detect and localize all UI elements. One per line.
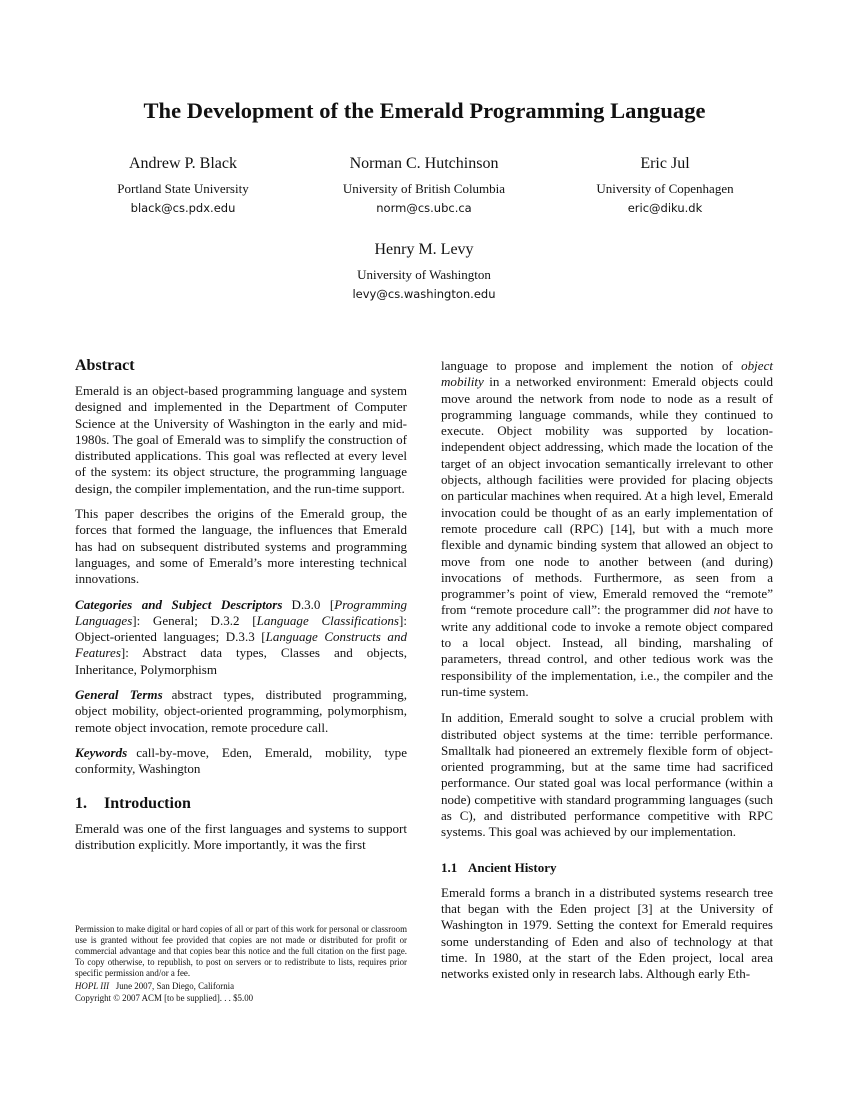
body-paragraph: Emerald forms a branch in a distributed systems research tree that began with the Eden project [3] at the University of Washington in 1979. Setting the context for Emerald requires some understanding of Eden and also of technology at that time. In 1980, at the start of the Eden project, local area networks existed only in research labs. Although early Eth- xyxy=(441,884,773,982)
author-affiliation: Portland State University xyxy=(117,181,249,196)
author-block xyxy=(53,154,313,216)
subsection-heading xyxy=(441,860,773,876)
author-block xyxy=(294,154,554,216)
intro-heading xyxy=(75,794,407,814)
category-text: ]: Abstract data types, Classes and objects, Inheritance, Polymorphism xyxy=(75,645,407,677)
author-email: eric@diku.dk xyxy=(627,201,703,215)
general-terms-paragraph xyxy=(75,687,407,736)
emphasis-text: not xyxy=(713,602,731,618)
abstract-paragraph: This paper describes the origins of the Emerald group, the forces that formed the language, the influences that Emerald has had on subsequent distributed systems and programming languages, and some of Emerald’s more interesting technical innovations. xyxy=(75,506,407,587)
conference-name: HOPL III xyxy=(75,981,110,992)
body-paragraph xyxy=(441,358,773,700)
category-name: Language Constructs and Features xyxy=(75,629,407,661)
copyright-line: Copyright © 2007 ACM [to be supplied]. . . $5.00 xyxy=(75,992,254,1003)
author-name: Andrew P. Black xyxy=(129,155,237,172)
category-text: D.3.0 [ xyxy=(291,596,335,612)
permission-notice: Permission to make digital or hard copies of all or part of this work for personal or classroom use is granted without fee provided that copies are not made or distributed for profit or commercial advantage and that copies bear this notice and the full citation on the first page. To copy otherwise, to republish, to post on servers or to redistribute to lists, requires prior specific permission and/or a fee. xyxy=(75,924,407,979)
author-block xyxy=(294,240,554,302)
subsection-number: 1.1 xyxy=(441,859,458,875)
categories-label: Categories and Subject Descriptors xyxy=(75,596,283,612)
subsection-title: Ancient History xyxy=(468,859,557,875)
body-text: language to propose and implement the notion of xyxy=(441,358,742,373)
intro-paragraph: Emerald was one of the first languages and systems to support distribution explicitly. More importantly, it was the first xyxy=(75,820,407,852)
abstract-paragraph: Emerald is an object-based programming language and system designed and implemented in the Department of Computer Science at the University of Washington in the early and mid-1980s. The goal of Emerald was to simplify the construction of distributed applications. This goal was reflected at every level of the system: its object structure, the programming language design, the compiler implementation, and the run-time support. xyxy=(75,383,407,496)
right-column xyxy=(441,358,773,991)
author-email: levy@cs.washington.edu xyxy=(352,287,496,301)
categories-paragraph xyxy=(75,597,407,678)
category-text: ]: Object-oriented languages; D.3.3 [ xyxy=(75,612,407,645)
category-text: ]: General; D.3.2 [ xyxy=(132,612,257,628)
category-name: Programming Languages xyxy=(75,596,407,628)
section-title: Introduction xyxy=(104,794,191,812)
author-email: norm@cs.ubc.ca xyxy=(376,201,472,215)
general-terms-text: abstract types, distributed programming, object mobility, object-oriented programming, polymorphism, remote object invocation, remote procedure call. xyxy=(75,687,407,735)
copyright-footnote xyxy=(75,924,407,1004)
conference-details: June 2007, San Diego, California xyxy=(115,981,235,992)
author-affiliation: University of British Columbia xyxy=(342,181,506,196)
section-number: 1. xyxy=(75,794,87,812)
body-text: have to write any additional code to invoke a remote object compared to a local object. Instead, all binding, marshaling of parameters, thread control, and other tedious work was the responsibility of the implementation, i.e., the compiler and the run-time system. xyxy=(441,602,773,699)
author-affiliation: University of Washington xyxy=(357,267,491,282)
author-email: black@cs.pdx.edu xyxy=(130,201,236,215)
author-name: Henry M. Levy xyxy=(374,241,474,258)
abstract-heading: Abstract xyxy=(75,357,135,374)
keywords-label: Keywords xyxy=(75,744,128,760)
left-column xyxy=(75,356,407,862)
keywords-text: call-by-move, Eden, Emerald, mobility, type conformity, Washington xyxy=(75,744,407,777)
body-text: in a networked environment: Emerald objects could move around the network from node to node as a result of programming language commands, while they continued to execute. Object mobility was supported by location-independent object addressing, which made the location of the target of an object invocation semantically irrelevant to other objects, although facilities were provided for placing objects on particular machines when required. At a high level, Emerald invocation could be thought of as an early implementation of remote procedure call (RPC) [14], but with a much more flexible and dynamic binding system that allowed an object to move from one node to another between (and during) invocations of methods. Furthermore, as seen from a programmer’s point of view, Emerald removed the “remote” from “remote procedure call”: the programmer did xyxy=(441,374,773,618)
general-terms-label: General Terms xyxy=(75,687,163,703)
keywords-paragraph xyxy=(75,745,407,778)
emphasis-text: object mobility xyxy=(441,358,773,390)
conference-line xyxy=(75,981,407,992)
paper-title: The Development of the Emerald Programming Language xyxy=(143,98,706,123)
body-paragraph: In addition, Emerald sought to solve a crucial problem with distributed object systems at the time: terrible performance. Smalltalk had pioneered an extremely flexible form of object-oriented programming, but at the same time had sacrificed performance. Our stated goal was local performance (within a node) competitive with standard programming languages (such as C), and distributed performance competitive with RPC systems. This goal was achieved by our implementation. xyxy=(441,710,773,840)
author-affiliation: University of Copenhagen xyxy=(596,181,734,196)
category-name: Language Classifications xyxy=(256,612,400,628)
author-name: Eric Jul xyxy=(640,155,690,172)
author-name: Norman C. Hutchinson xyxy=(349,155,499,172)
author-block xyxy=(535,154,795,216)
